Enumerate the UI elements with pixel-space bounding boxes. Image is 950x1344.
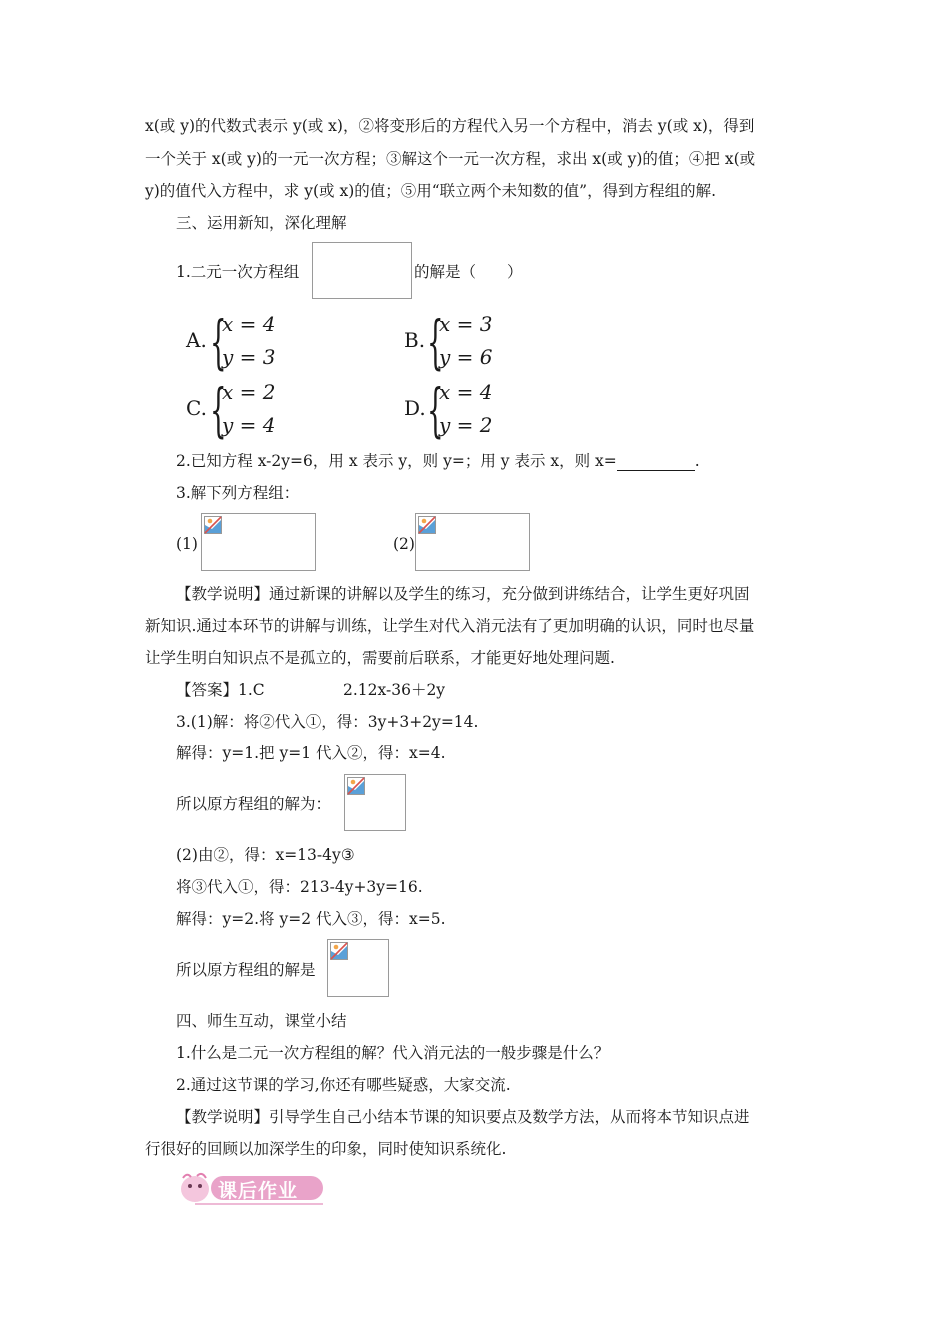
teaching-note: 行很好的回顾以加深学生的印象，同时使知识系统化. xyxy=(145,1140,507,1158)
teaching-note: 让学生明白知识点不是孤立的，需要前后联系，才能更好地处理问题. xyxy=(145,649,615,667)
paragraph-line: x(或 y)的代数式表示 y(或 x)，②将变形后的方程代入另一个方程中，消去 y(或 x)，得到 xyxy=(145,117,755,135)
summary-question: 1.什么是二元一次方程组的解？代入消元法的一般步骤是什么？ xyxy=(176,1044,610,1062)
option-b-letter[interactable]: B. xyxy=(404,328,426,352)
question-2 xyxy=(176,451,700,471)
answer-blank[interactable] xyxy=(617,454,695,471)
broken-image xyxy=(312,242,412,299)
broken-image-icon xyxy=(418,516,436,534)
answer-line: 所以原方程组的解是 xyxy=(176,961,316,979)
teaching-note: 新知识.通过本环节的讲解与训练，让学生对代入消元法有了更加明确的认识，同时也尽量 xyxy=(145,617,755,635)
paragraph-line: 一个关于 x(或 y)的一元一次方程；③解这个一元一次方程，求出 x(或 y)的值；④把 x(或 xyxy=(145,150,756,168)
sub-label-1: (1) xyxy=(176,535,198,553)
answer-line: 3.(1)解：将②代入①，得：3y+3+2y=14. xyxy=(176,713,479,731)
answer-line: (2)由②，得：x=13-4y③ xyxy=(176,846,355,864)
question-3: 3.解下列方程组： xyxy=(176,484,300,502)
brace: { xyxy=(210,376,227,444)
option-a-x: x = 4 xyxy=(222,312,276,336)
option-a-letter[interactable]: A. xyxy=(186,328,207,352)
option-b-x: x = 3 xyxy=(439,312,493,336)
option-c-letter[interactable]: C. xyxy=(186,396,207,420)
option-c-y: y = 4 xyxy=(222,413,276,437)
question-1-prefix: 1.二元一次方程组 xyxy=(176,263,300,281)
answer-line: 【答案】1.C xyxy=(176,681,265,699)
broken-image xyxy=(344,774,406,831)
answer-line: 解得：y=2.将 y=2 代入③，得：x=5. xyxy=(176,910,446,928)
option-d-letter[interactable]: D. xyxy=(404,396,426,420)
broken-image-icon xyxy=(347,777,365,795)
broken-image xyxy=(415,513,530,571)
broken-image xyxy=(201,513,316,571)
section-heading: 四、师生互动，课堂小结 xyxy=(176,1012,347,1030)
broken-image-icon xyxy=(330,942,348,960)
summary-question: 2.通过这节课的学习,你还有哪些疑惑，大家交流. xyxy=(176,1076,511,1094)
broken-image-icon xyxy=(204,516,222,534)
option-c-x: x = 2 xyxy=(222,380,276,404)
question-2-end: . xyxy=(694,452,700,470)
question-2-text: 2.已知方程 x-2y=6，用 x 表示 y，则 y=；用 y 表示 x，则 x= xyxy=(176,452,617,470)
question-1-suffix: 的解是（ ） xyxy=(414,263,523,281)
section-heading: 三、运用新知，深化理解 xyxy=(176,214,347,232)
option-d-y: y = 2 xyxy=(439,413,493,437)
option-d-x: x = 4 xyxy=(439,380,493,404)
option-b-y: y = 6 xyxy=(439,345,493,369)
broken-image xyxy=(327,939,389,997)
brace: { xyxy=(427,308,444,376)
teaching-note: 【教学说明】通过新课的讲解以及学生的练习，充分做到讲练结合，让学生更好巩固 xyxy=(176,585,750,603)
brace: { xyxy=(427,376,444,444)
option-a-y: y = 3 xyxy=(222,345,276,369)
answer-line: 将③代入①，得：213-4y+3y=16. xyxy=(176,878,423,896)
teaching-note: 【教学说明】引导学生自己小结本节课的知识要点及数学方法，从而将本节知识点进 xyxy=(176,1108,750,1126)
homework-badge-label: 课后作业 xyxy=(218,1180,299,1202)
answer-line: 解得：y=1.把 y=1 代入②，得：x=4. xyxy=(176,744,446,762)
answer-line: 所以原方程组的解为： xyxy=(176,795,332,813)
paragraph-line: y)的值代入方程中，求 y(或 x)的值；⑤用“联立两个未知数的值”，得到方程组的解. xyxy=(145,182,717,200)
mascot-icon xyxy=(181,1176,209,1202)
answer-line: 2.12x-36＋2y xyxy=(343,681,446,699)
brace: { xyxy=(210,308,227,376)
sub-label-2: (2) xyxy=(393,535,415,553)
